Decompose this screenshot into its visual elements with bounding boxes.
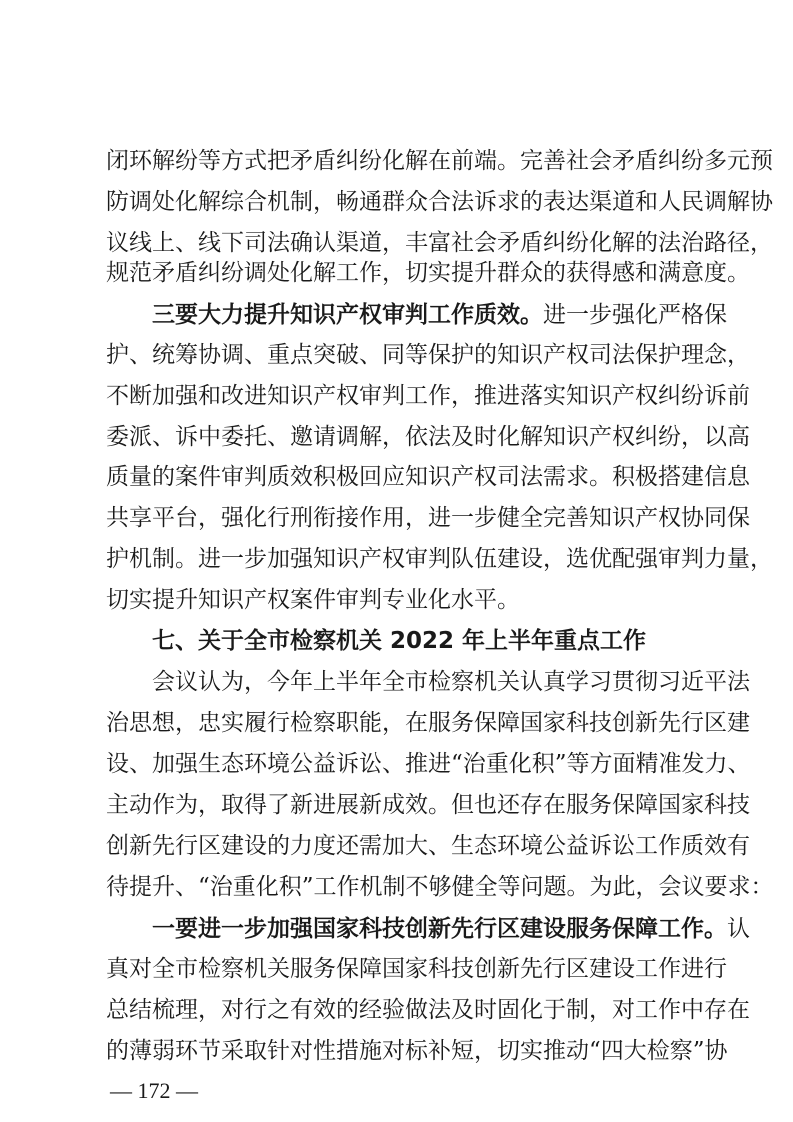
text-line: 真对全市检察机关服务保障国家科技创新先行区建设工作进行: [106, 956, 727, 982]
text-line: 的薄弱环节采取针对性措施对标补短，切实推动“四大检察”协: [106, 1038, 728, 1064]
page-number: — 172 —: [110, 1078, 198, 1103]
text-line: 治思想，忠实履行检察职能，在服务保障国家科技创新先行区建: [106, 710, 750, 736]
paragraph-lead: 三要大力提升知识产权审判工作质效。: [152, 301, 543, 328]
text-line: 不断加强和改进知识产权审判工作，推进落实知识产权纠纷诉前: [106, 383, 750, 409]
text-line: 质量的案件审判质效积极回应知识产权司法需求。积极搭建信息: [106, 464, 750, 490]
paragraph-first-line: [152, 301, 727, 328]
text-line: 总结梳理，对行之有效的经验做法及时固化于制，对工作中存在: [106, 997, 750, 1023]
paragraph-lead: 一要进一步加强国家科技创新先行区建设服务保障工作。: [152, 915, 727, 942]
text-line: 设、加强生态环境公益诉讼、推进“治重化积”等方面精准发力、: [106, 751, 751, 777]
section-heading: 七、关于全市检察机关 2022 年上半年重点工作: [152, 628, 647, 654]
text-line: 闭环解纷等方式把矛盾纠纷化解在前端。完善社会矛盾纠纷多元预: [106, 148, 773, 174]
text-line: 切实提升知识产权案件审判专业化水平。: [106, 587, 520, 613]
text-line: 会议认为，今年上半年全市检察机关认真学习贯彻习近平法: [152, 669, 750, 695]
text-line: 委派、诉中委托、邀请调解，依法及时化解知识产权纠纷，以高: [106, 424, 750, 450]
text-line: 议线上、线下司法确认渠道，丰富社会矛盾纠纷化解的法治路径，: [106, 230, 773, 256]
text-line: 规范矛盾纠纷调处化解工作，切实提升群众的获得感和满意度。: [106, 260, 750, 286]
paragraph-first-line: [152, 915, 750, 942]
text-line: 共享平台，强化行刑衔接作用，进一步健全完善知识产权协同保: [106, 505, 750, 531]
text-line: 护、统筹协调、重点突破、同等保护的知识产权司法保护理念，: [106, 342, 750, 368]
paragraph-text: 认: [727, 916, 750, 942]
text-line: 防调处化解综合机制，畅通群众合法诉求的表达渠道和人民调解协: [106, 189, 773, 215]
text-line: 主动作为，取得了新进展新成效。但也还存在服务保障国家科技: [106, 792, 750, 818]
paragraph-text: 进一步强化严格保: [543, 302, 727, 328]
text-line: 护机制。进一步加强知识产权审判队伍建设，选优配强审判力量，: [106, 546, 773, 572]
text-line: 待提升、“治重化积”工作机制不够健全等问题。为此，会议要求：: [106, 874, 774, 900]
text-line: 创新先行区建设的力度还需加大、生态环境公益诉讼工作质效有: [106, 833, 750, 859]
